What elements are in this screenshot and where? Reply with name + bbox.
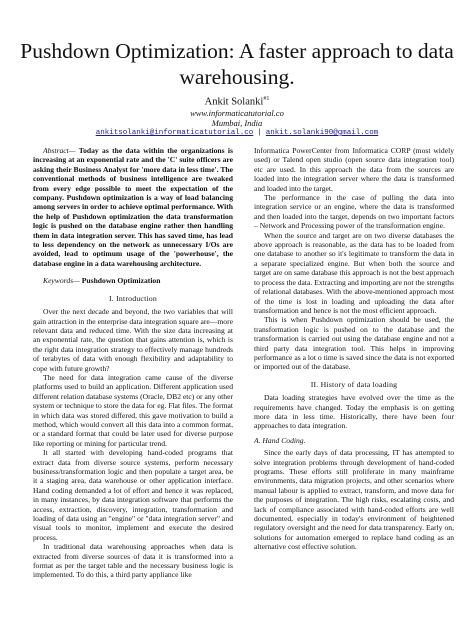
keywords-label: Keywords— xyxy=(43,276,80,286)
paragraph: This is when Pushdown optimization should be used, the transformation logic is pushed on to the database and the transformation is carried out using the database engine and not a third party data integration tool. This helps in improving performance as a lot o time is saved since the data is not exported or imported out of the database. xyxy=(254,315,454,372)
paragraph: In traditional data warehousing approaches when data is extracted from diverse sources of data it is transformed into a format as per the target table and the necessary business logic is implemented. To do this, a third party appliance like xyxy=(33,542,233,580)
affiliation-mark: #1 xyxy=(263,96,270,102)
author-name-line xyxy=(0,93,474,109)
author-location: Mumbai, India xyxy=(211,118,263,128)
left-column xyxy=(33,146,233,580)
email-link-primary[interactable]: ankitsolanki@informaticatutorial.co xyxy=(95,129,254,137)
paragraph: Data loading strategies have evolved over the time as the requirements have changed. Today the emphasis is on getting more data in less time. Historically, there have been four approaches to data integration. xyxy=(254,393,454,431)
right-column xyxy=(254,146,454,552)
keywords-value: Pushdown Optimization xyxy=(79,276,161,286)
keywords xyxy=(33,276,233,285)
abstract-label: Abstract— xyxy=(43,146,76,155)
paper-title: Pushdown Optimization: A faster approach to data warehousing. xyxy=(20,39,454,89)
paragraph: Since the early days of data processing, IT has attempted to solve integration problems through development of hand-coded programs. These efforts still proliferate in many mainframe environments, data migration projects, and other scenarios where manual labour is applied to extract, transform, and move data for the purposes of integration. The high risks, escalating costs, and lack of compliance associated with hand-coded efforts are well documented, especially in today's environment of heightened regulatory oversight and the need for data transparency. Early on, solutions for automation emerged to replace hand coding as an alternative cost effective solution. xyxy=(254,448,454,552)
paragraph: The performance in the case of pulling the data into integration service or an engine, where the data is transformed and then loaded into the target, depends on two important factors – Network and Processing power of the transformation engine. xyxy=(254,193,454,231)
paragraph: When the source and target are on two diverse databases the above approach is reasonable, as the data has to be loaded from one database to another so it's legitimate to transform the data in a separate specialized engine. But when both the source and target are on same database this approach is not the best approach to process the data. Extracting and importing are not the strengths of relational databases. With the above-mentioned approach most of the time is lost in loading and uploading the data after transformation and hence is not the most efficient approach. xyxy=(254,230,454,315)
email-separator: | xyxy=(257,129,262,137)
author-emails xyxy=(0,128,474,138)
paragraph: Over the next decade and beyond, the two variables that will gain attraction in the enterprise data integration square are—more relevant data and reduced time. With the size data increasing at an exponential rate, the question that gains attention is, which is the right data integration strategy to effectively manage hundreds of terabytes of data with enough flexibility and adaptability to cope with future growth? xyxy=(33,307,233,373)
author-website: www.informaticatutorial.co xyxy=(190,108,284,118)
subsection-heading-hand-coding: A. Hand Coding. xyxy=(254,435,306,445)
author-name: Ankit Solanki xyxy=(204,96,264,108)
paragraph: Informatica PowerCenter from Informatica CORP (most widely used) or Talend open studio (open source data integration tool) etc are used. In this approach the data from the sources are loaded into the integration server where the data is transformed and loaded into the target. xyxy=(254,146,454,193)
section-heading-history: II. History of data loading xyxy=(310,379,398,389)
paragraph: It all started with developing hand-coded programs that extract data from diverse source systems, perform necessary business/transformation logic and then populate a target area, be it a staging area, data warehouse or other application interface. Hand coding demanded a lot of effort and hence it was replaced, in many instances, by data integration software that performs the access, extraction, discovery, integration, transformation and loading of data using an "engine" or "data integration server" and visual tools to monitor, implement and execute the desired process. xyxy=(33,448,233,542)
paragraph: The need for data integration came cause of the diverse platforms used to build an application. Different application used different relation database systems (Oracle, DB2 etc) or any other system or technique to store the data for eg. Flat files. The format in which data was stored differed, this gave motivation to build a method, which would convert all this data into a common format, or a standard format that could be later used for diverse purpose like reporting or mining for particular trend. xyxy=(33,372,233,448)
section-heading-introduction: I. Introduction xyxy=(108,293,158,303)
abstract-text: Today as the data within the organizations is increasing at an exponential rate and the 'C' suite officers are asking their Business Analyst for 'more data in less time'. The conventional methods of business intelligence are tweaked from every edge possible to meet the expectation of the company. Pushdown optimization is a way of load balancing among servers in order to achieve optimal performance. With the help of Pushdown optimization the data transformation logic is pushed on the database engine rather then handling them in data integration server. This has saved time, has lead to less dependency on the network as unnecessary I/Os are avoided, lead to optimum usage of the 'powerhouse', the database engine in a data warehousing architecture. xyxy=(33,146,233,268)
email-link-secondary[interactable]: ankit.solanki90@gmail.com xyxy=(265,129,379,137)
abstract xyxy=(33,146,233,268)
